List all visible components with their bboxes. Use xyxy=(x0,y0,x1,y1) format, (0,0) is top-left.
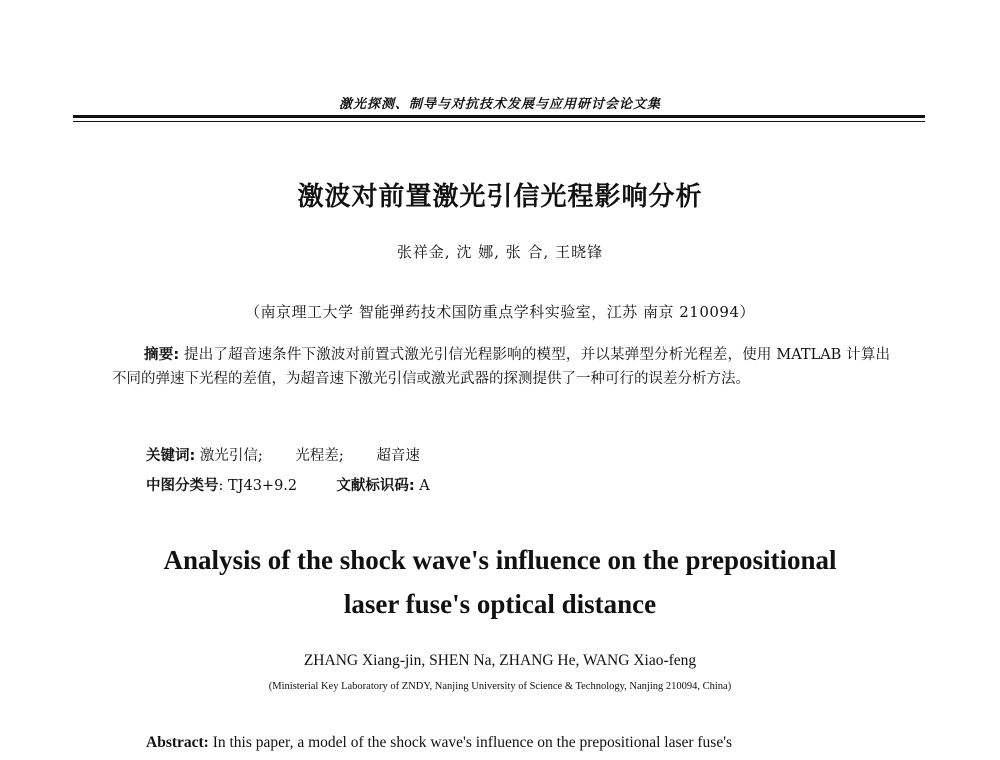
running-header: 激光探测、制导与对抗技术发展与应用研讨会论文集 xyxy=(338,97,661,112)
keyword-item: 激光引信; xyxy=(199,448,263,464)
chinese-authors: 张祥金, 沈 娜, 张 合, 王晓锋 xyxy=(396,243,604,261)
english-title xyxy=(0,538,1000,626)
classification-label: 中图分类号 xyxy=(146,478,219,494)
chinese-title: 激波对前置激光引信光程影响分析 xyxy=(297,182,703,212)
classification-value: : TJ43+9.2 xyxy=(218,478,298,494)
doc-code-value: A xyxy=(419,478,430,494)
keyword-item: 光程差; xyxy=(295,448,344,464)
english-authors: ZHANG Xiang-jin, SHEN Na, ZHANG He, WANG Xiao-feng xyxy=(303,652,697,669)
english-title-line: laser fuse's optical distance xyxy=(343,589,657,619)
english-abstract xyxy=(146,734,888,752)
doc-code-label: 文献标识码: xyxy=(336,478,415,494)
classification-line xyxy=(146,474,430,495)
chinese-abstract-text: 提出了超音速条件下激波对前置式激光引信光程影响的模型，并以某弹型分析光程差，使用 MATLAB 计算出不同的弹速下光程的差值，为超音速下激光引信或激光武器的探测提供了一种可行的误差分析方法。 xyxy=(112,347,891,387)
chinese-abstract-label: 摘要: xyxy=(144,347,180,363)
english-abstract-text: In this paper, a model of the shock wave's influence on the prepositional laser fuse's xyxy=(212,734,733,751)
chinese-abstract xyxy=(112,343,890,391)
keywords-label: 关键词: xyxy=(146,448,196,464)
english-abstract-label: Abstract: xyxy=(146,734,209,751)
header-rule-thick xyxy=(73,115,925,118)
keywords-line xyxy=(146,444,420,465)
chinese-affiliation: （南京理工大学 智能弹药技术国防重点学科实验室，江苏 南京 210094） xyxy=(244,303,756,321)
header-rule-thin xyxy=(73,121,925,122)
english-affiliation: (Ministerial Key Laboratory of ZNDY, Nanjing University of Science & Technology, Nanjing 210094, China) xyxy=(268,681,732,692)
keyword-item: 超音速 xyxy=(376,448,420,464)
english-title-line: Analysis of the shock wave's influence on the prepositional xyxy=(163,545,837,575)
